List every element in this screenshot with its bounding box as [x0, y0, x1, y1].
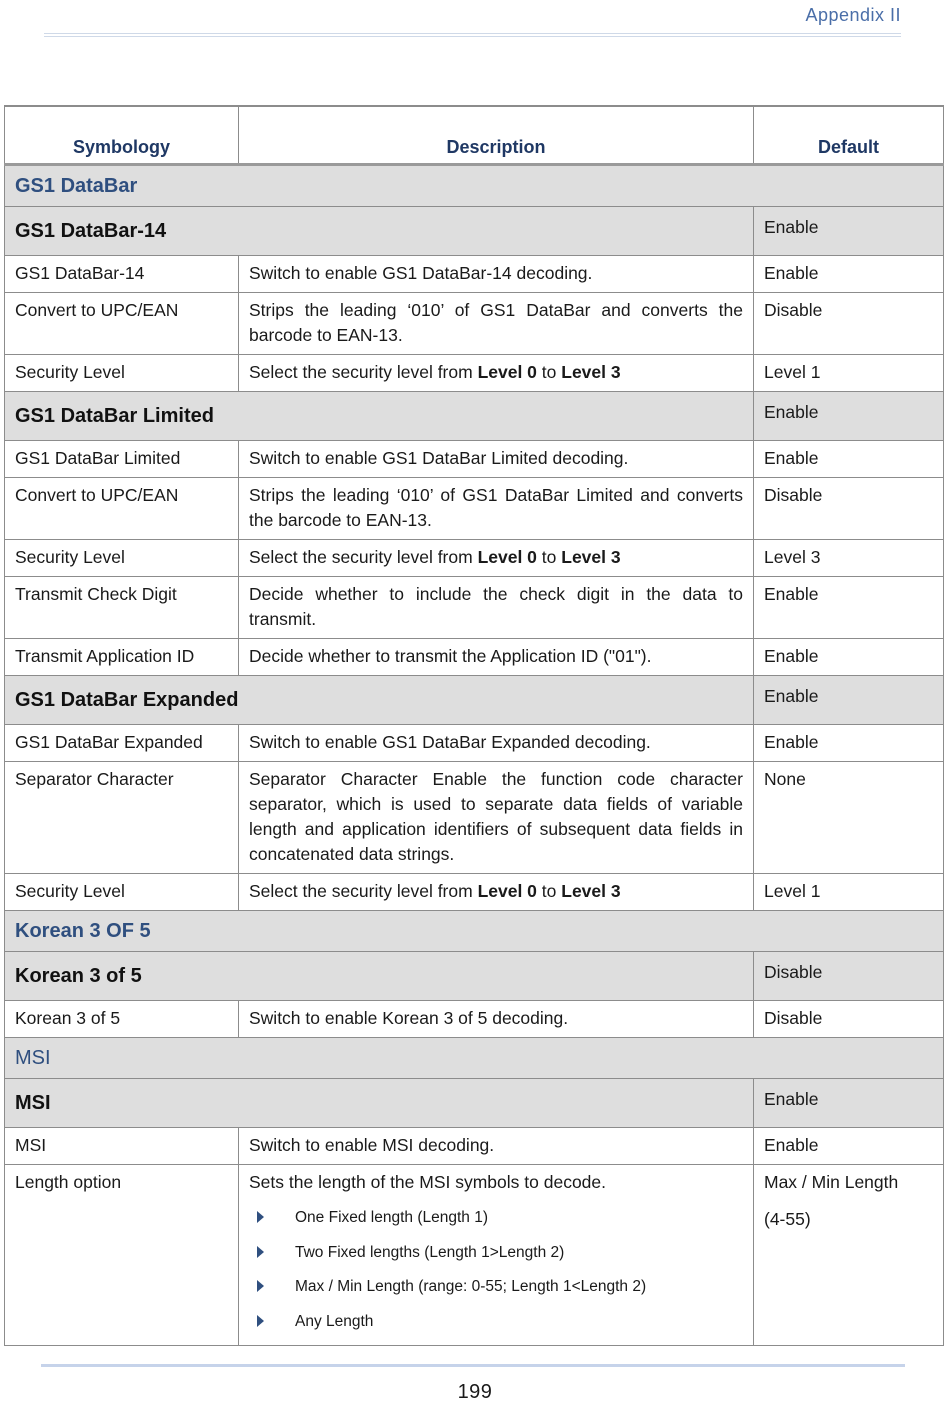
row-default: Enable — [754, 577, 944, 639]
row-default — [754, 1165, 944, 1346]
appendix-label: Appendix II — [805, 5, 901, 25]
subgroup-row — [5, 392, 944, 441]
level-min: Level 0 — [477, 362, 537, 382]
subgroup-row — [5, 1079, 944, 1128]
row-default: Level 1 — [754, 874, 944, 911]
row-description: Strips the leading ‘010’ of GS1 DataBar and converts the barcode to EAN-13. — [239, 293, 754, 355]
category-row — [5, 165, 944, 207]
level-max: Level 3 — [561, 362, 621, 382]
row-symbology: GS1 DataBar Limited — [5, 441, 239, 478]
desc-text: Select the security level from — [249, 547, 478, 567]
table-row — [5, 293, 944, 355]
row-symbology: Length option — [5, 1165, 239, 1346]
row-description: Separator Character Enable the function code character separator, which is used to separate data fields of variable length and application identifiers of subsequent data fields in concatenated data strings. — [239, 762, 754, 874]
row-description — [239, 1165, 754, 1346]
subgroup-title: GS1 DataBar Limited — [5, 392, 754, 441]
length-option-intro: Sets the length of the MSI symbols to decode. — [249, 1172, 607, 1192]
option-label: Any Length — [295, 1312, 374, 1330]
bullet-arrow-icon — [257, 1211, 264, 1223]
row-default: Enable — [754, 639, 944, 676]
level-max: Level 3 — [561, 881, 621, 901]
row-default: Level 1 — [754, 355, 944, 392]
row-symbology: MSI — [5, 1128, 239, 1165]
row-symbology: Separator Character — [5, 762, 239, 874]
subgroup-default: Enable — [754, 1079, 944, 1128]
table-row — [5, 441, 944, 478]
subgroup-default: Enable — [754, 392, 944, 441]
row-default: Enable — [754, 256, 944, 293]
desc-to: to — [536, 881, 562, 901]
subgroup-row — [5, 207, 944, 256]
row-symbology: Transmit Application ID — [5, 639, 239, 676]
default-line-1: Max / Min Length — [764, 1172, 899, 1192]
header-description: Description — [239, 106, 754, 165]
table-row — [5, 725, 944, 762]
category-row — [5, 911, 944, 952]
table-row — [5, 577, 944, 639]
row-symbology: GS1 DataBar-14 — [5, 256, 239, 293]
option-label: One Fixed length (Length 1) — [295, 1209, 489, 1226]
table-header-row — [5, 106, 944, 165]
length-option-list — [249, 1201, 743, 1339]
bullet-arrow-icon — [257, 1280, 264, 1292]
header-rule — [44, 33, 901, 37]
row-description: Strips the leading ‘010’ of GS1 DataBar Limited and converts the barcode to EAN-13. — [239, 478, 754, 540]
row-symbology: Convert to UPC/EAN — [5, 478, 239, 540]
footer-rule — [41, 1364, 905, 1367]
row-default: Enable — [754, 725, 944, 762]
level-min: Level 0 — [477, 881, 537, 901]
header-symbology: Symbology — [5, 106, 239, 165]
level-min: Level 0 — [477, 547, 537, 567]
list-item — [257, 1236, 743, 1271]
bullet-arrow-icon — [257, 1315, 264, 1327]
row-symbology: Security Level — [5, 355, 239, 392]
subgroup-row — [5, 676, 944, 725]
row-description — [239, 874, 754, 911]
row-description — [239, 540, 754, 577]
row-description — [239, 355, 754, 392]
header-default: Default — [754, 106, 944, 165]
table-row — [5, 639, 944, 676]
subgroup-default: Disable — [754, 952, 944, 1001]
subgroup-default: Enable — [754, 207, 944, 256]
row-symbology: Security Level — [5, 540, 239, 577]
table-row — [5, 1128, 944, 1165]
row-default: Disable — [754, 293, 944, 355]
row-symbology: Convert to UPC/EAN — [5, 293, 239, 355]
row-symbology: GS1 DataBar Expanded — [5, 725, 239, 762]
row-default: Enable — [754, 1128, 944, 1165]
option-label: Two Fixed lengths (Length 1>Length 2) — [295, 1243, 565, 1261]
row-description: Switch to enable GS1 DataBar Expanded decoding. — [239, 725, 754, 762]
symbology-table — [4, 105, 944, 1346]
default-line-2: (4-55) — [764, 1209, 811, 1229]
row-default: Enable — [754, 441, 944, 478]
table-row — [5, 762, 944, 874]
row-symbology: Security Level — [5, 874, 239, 911]
row-symbology: Korean 3 of 5 — [5, 1001, 239, 1038]
list-item — [257, 1201, 743, 1236]
page-number: 199 — [457, 1381, 493, 1403]
table-row — [5, 1165, 944, 1346]
row-description: Switch to enable GS1 DataBar-14 decoding. — [239, 256, 754, 293]
table-row — [5, 256, 944, 293]
row-default: Disable — [754, 1001, 944, 1038]
subgroup-title: GS1 DataBar Expanded — [5, 676, 754, 725]
list-item — [257, 1270, 743, 1305]
table-row — [5, 355, 944, 392]
subgroup-title: GS1 DataBar-14 — [5, 207, 754, 256]
level-max: Level 3 — [561, 547, 621, 567]
row-description: Decide whether to transmit the Application ID ("01"). — [239, 639, 754, 676]
row-description: Switch to enable MSI decoding. — [239, 1128, 754, 1165]
desc-to: to — [536, 362, 562, 382]
category-korean: Korean 3 OF 5 — [5, 911, 944, 952]
row-description: Switch to enable GS1 DataBar Limited decoding. — [239, 441, 754, 478]
subgroup-title: MSI — [5, 1079, 754, 1128]
subgroup-default: Enable — [754, 676, 944, 725]
row-default: Disable — [754, 478, 944, 540]
desc-to: to — [536, 547, 562, 567]
category-msi: MSI — [5, 1038, 944, 1079]
row-description: Switch to enable Korean 3 of 5 decoding. — [239, 1001, 754, 1038]
row-symbology: Transmit Check Digit — [5, 577, 239, 639]
table-row — [5, 1001, 944, 1038]
subgroup-title: Korean 3 of 5 — [5, 952, 754, 1001]
category-gs1-databar: GS1 DataBar — [5, 165, 944, 207]
desc-text: Select the security level from — [249, 881, 478, 901]
table-row — [5, 874, 944, 911]
desc-text: Select the security level from — [249, 362, 478, 382]
row-default: Level 3 — [754, 540, 944, 577]
subgroup-row — [5, 952, 944, 1001]
category-row — [5, 1038, 944, 1079]
bullet-arrow-icon — [257, 1246, 264, 1258]
option-label: Max / Min Length (range: 0-55; Length 1<Length 2) — [295, 1278, 647, 1295]
table-row — [5, 478, 944, 540]
list-item — [257, 1305, 743, 1340]
row-default: None — [754, 762, 944, 874]
row-description: Decide whether to include the check digit in the data to transmit. — [239, 577, 754, 639]
table-row — [5, 540, 944, 577]
